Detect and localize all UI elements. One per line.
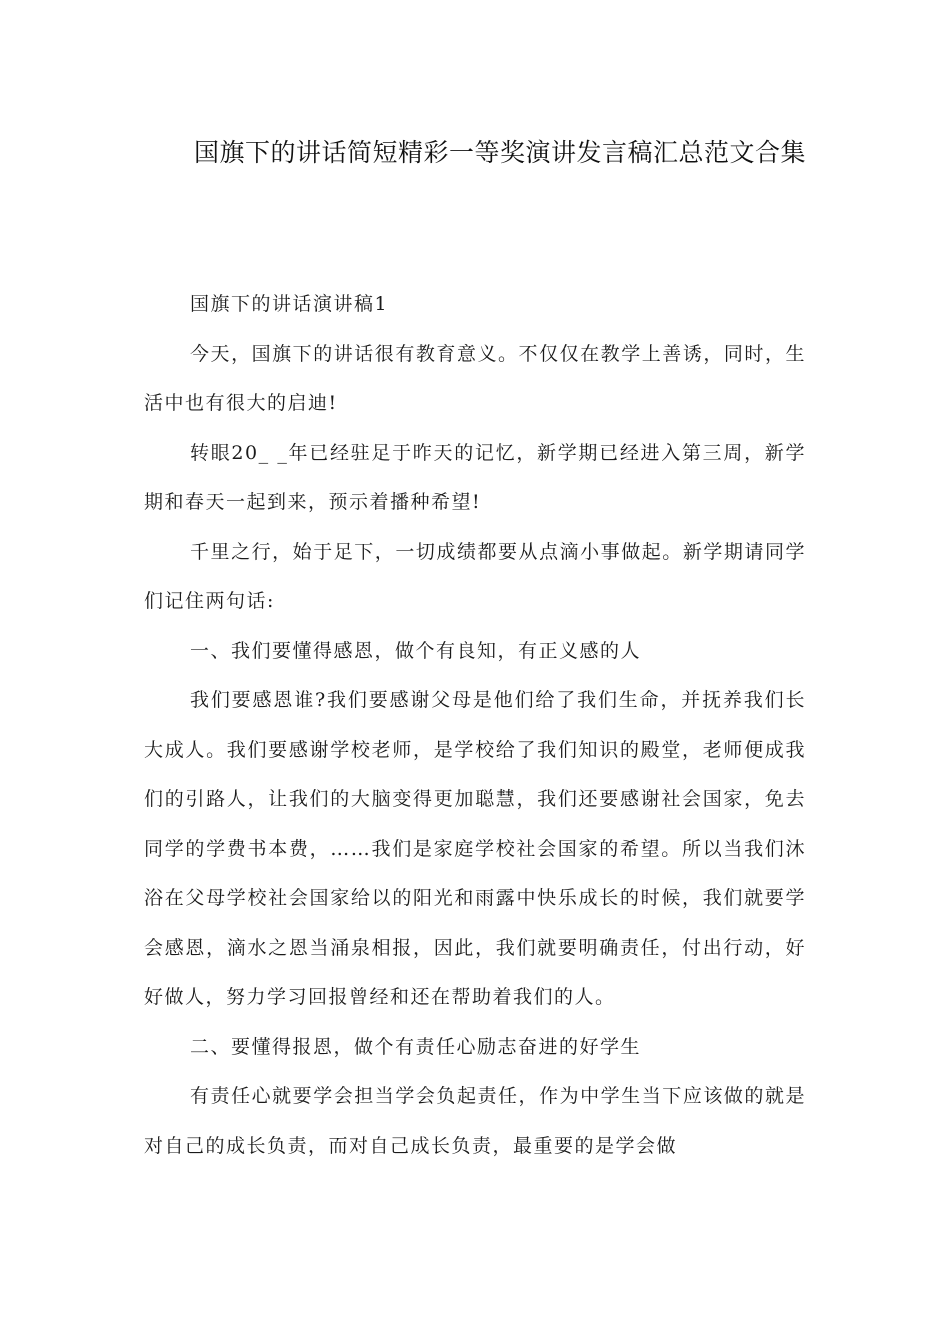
paragraph: 千里之行，始于足下，一切成绩都要从点滴小事做起。新学期请同学们记住两句话: xyxy=(144,540,806,612)
document-title: 国旗下的讲话简短精彩一等奖演讲发言稿汇总范文合集 xyxy=(193,138,806,167)
section-heading-gratitude: 一、我们要懂得感恩，做个有良知，有正义感的人 xyxy=(190,639,642,662)
paragraph: 今天，国旗下的讲话很有教育意义。不仅仅在教学上善诱，同时，生活中也有很大的启迪! xyxy=(144,342,806,414)
document-body xyxy=(144,280,806,1171)
section-heading-speech-1: 国旗下的讲话演讲稿1 xyxy=(190,293,389,315)
paragraph: 我们要感恩谁?我们要感谢父母是他们给了我们生命，并抚养我们长大成人。我们要感谢学校老师，是学校给了我们知识的殿堂，老师便成我们的引路人，让我们的大脑变得更加聪慧，我们还要感谢社会国家，免去同学的学费书本费，……我们是家庭学校社会国家的希望。所以当我们沐浴在父母学校社会国家给以的阳光和雨露中快乐成长的时候，我们就要学会感恩，滴水之恩当涌泉相报，因此，我们就要明确责任，付出行动，好好做人，努力学习回报曾经和还在帮助着我们的人。 xyxy=(144,689,806,1008)
paragraph: 有责任心就要学会担当学会负起责任，作为中学生当下应该做的就是对自己的成长负责，而对自己成长负责，最重要的是学会做 xyxy=(144,1085,806,1157)
paragraph: 转眼20_ _年已经驻足于昨天的记忆，新学期已经进入第三周，新学期和春天一起到来，预示着播种希望! xyxy=(144,441,806,513)
section-heading-responsibility: 二、要懂得报恩，做个有责任心励志奋进的好学生 xyxy=(190,1035,642,1058)
